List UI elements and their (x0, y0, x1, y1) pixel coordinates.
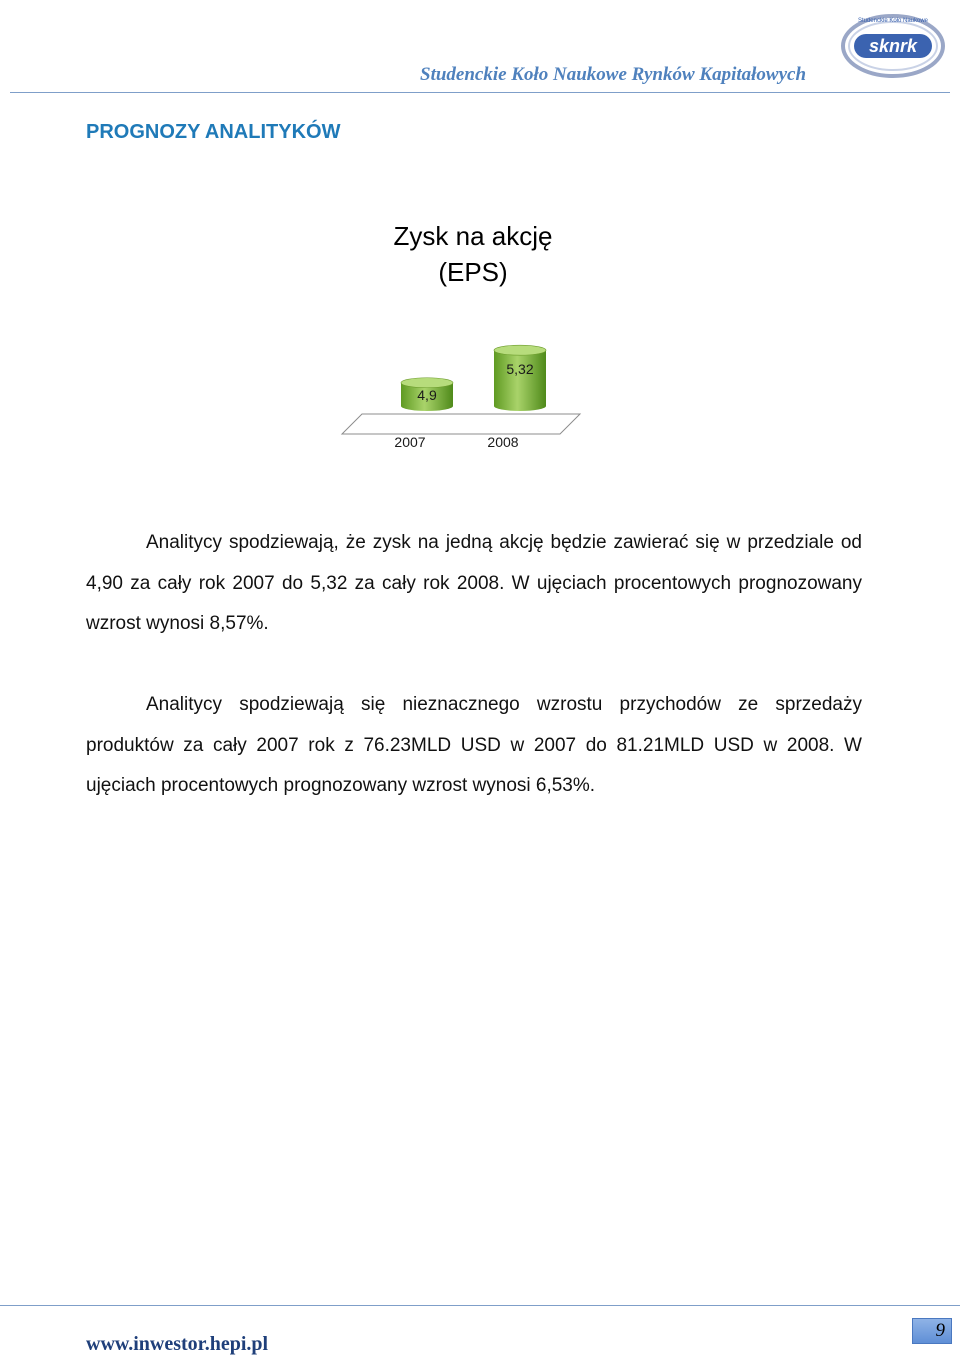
bar-top (494, 345, 546, 355)
chart-title-line2: (EPS) (438, 257, 508, 287)
chart-title (300, 218, 646, 290)
eps-bar-chart (340, 320, 600, 460)
header-divider (10, 92, 950, 93)
paragraph-eps-text: Analitycy spodziewają, że zysk na jedną akcję będzie zawierać się w przedziale od 4,90 za cały rok 2007 do 5,32 za cały rok 2008. W ujęciach procentowych prognozowany wzrost wynosi 8,57%. (86, 532, 862, 634)
sknrk-logo-icon (838, 10, 948, 80)
bar-value-label: 4,9 (417, 387, 437, 403)
paragraph-revenue-text: Analitycy spodziewają się nieznacznego wzrostu przychodów ze sprzedaży produktów za cały 2007 rok z 76.23MLD USD w 2007 do 81.21MLD USD w 2008. W ujęciach procentowych prognozowany wzrost wynosi 6,53%. (86, 694, 862, 796)
x-tick-label: 2008 (487, 434, 519, 450)
logo-text: sknrk (868, 36, 918, 56)
page-number-badge (912, 1318, 952, 1344)
footer-divider (0, 1305, 960, 1306)
chart-title-line1: Zysk na akcję (393, 221, 553, 251)
logo-ring-text: Studenckie Koło Naukowe (857, 18, 929, 24)
section-heading: PROGNOZY ANALITYKÓW (86, 121, 341, 143)
page-number: 9 (935, 1320, 945, 1341)
paragraph-eps (86, 523, 862, 645)
header-title: Studenckie Koło Naukowe Rynków Kapitałowych (420, 64, 807, 85)
paragraph-revenue (86, 685, 862, 807)
footer-url-link[interactable]: www.inwestor.hepi.pl (86, 1333, 269, 1355)
bar-body (494, 350, 546, 411)
chart-floor (342, 414, 580, 434)
x-tick-label: 2007 (394, 434, 426, 450)
bar-value-label: 5,32 (506, 361, 534, 378)
bar-2008 (494, 345, 546, 411)
